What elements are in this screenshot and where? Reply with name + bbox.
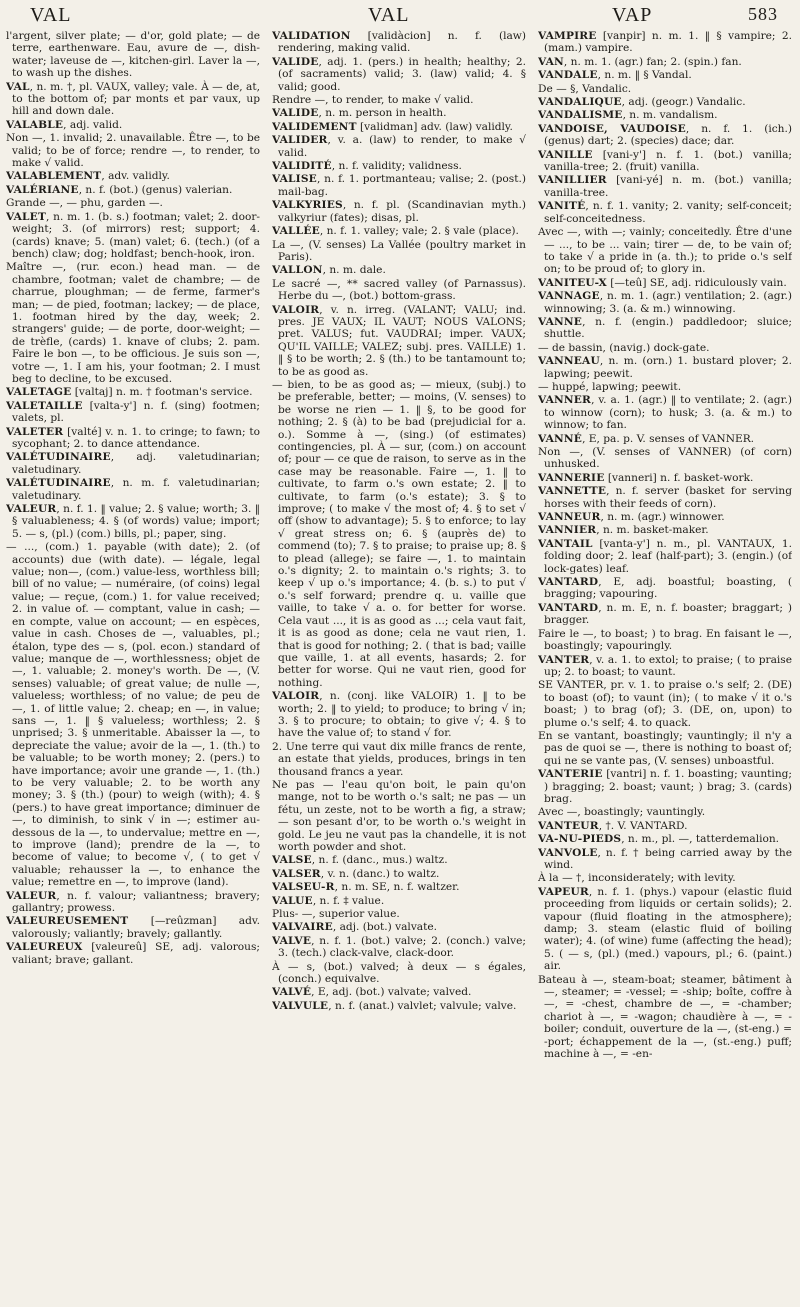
dictionary-entry: En se vantant, boastingly; vauntingly; il n'y a pas de quoi se —, there is nothing to boast of; qui ne se vante pas, (V. senses) unboastful.	[538, 729, 792, 767]
dictionary-entry: VALEUREUSEMENT [—reûzman] adv. valorously; valiantly; bravely; gallantly.	[6, 915, 260, 940]
headword: VALVAIRE	[272, 921, 333, 934]
headword: VANDALE	[538, 69, 598, 82]
dictionary-entry: VALEUR, n. f. valour; valiantness; bravery; gallantry; prowess.	[6, 889, 260, 915]
headword: VANNEAU	[538, 355, 600, 368]
headword: VALKYRIES	[272, 199, 343, 212]
dictionary-entry: VALETAGE [valtaj] n. m. † footman's service.	[6, 386, 253, 399]
headword: VANNER	[538, 394, 592, 407]
headword: VALÉTUDINAIRE	[6, 477, 111, 490]
headword: VALEUREUSEMENT	[6, 915, 129, 928]
dictionary-entry: VALLON, n. m. dale.	[272, 264, 386, 277]
headword: VANITÉ	[538, 200, 586, 213]
dictionary-entry: VANILLIER [vani-yé] n. m. (bot.) vanilla; vanilla-tree.	[538, 174, 792, 199]
dictionary-entry: VANITEU-X [—teû] SE, adj. ridiculously vain.	[538, 276, 787, 289]
dictionary-entry: VALIDE, adj. 1. (pers.) in health; healthy; 2. (of sacraments) valid; 3. (law) valid; 4. § valid; good.	[272, 55, 526, 93]
dictionary-entry: VALSE, n. f. (danc., mus.) waltz.	[272, 854, 448, 867]
headword: VAPEUR	[538, 885, 589, 898]
dictionary-entry: VANVOLE, n. f. † being carried away by the wind.	[538, 846, 792, 871]
page-number: 583	[748, 4, 778, 24]
headword: VANITEU-X	[538, 276, 607, 289]
headword: VALIDER	[272, 134, 328, 147]
dictionary-entry: VALVE, n. f. 1. (bot.) valve; 2. (conch.) valve; 3. (tech.) clack-valve, clack-door.	[272, 934, 526, 960]
dictionary-entry: VALUE, n. f. ‡ value.	[272, 894, 385, 907]
headword: VALÉRIANE	[6, 183, 79, 196]
dictionary-entry: VANTAIL [vanta-y'] n. m., pl. VANTAUX, 1. folding door; 2. leaf (half-part); 3. (engin.) (of lock-gates) leaf.	[538, 537, 792, 575]
dictionary-entry: VANTEUR, †. V. VANTARD.	[538, 819, 688, 832]
dictionary-entry: VANNEAU, n. m. (orn.) 1. bustard plover; 2. lapwing; peewit.	[538, 355, 792, 380]
dictionary-entry: VALÉTUDINAIRE, adj. valetudinarian; valetudinary.	[6, 451, 260, 476]
dictionary-entry: VALEUR, n. f. 1. ‖ value; 2. § value; worth; 3. ‖ § valuableness; 4. § (of words) value; import; 5. — s, (pl.) (com.) bills, pl.; paper, sing.	[6, 503, 260, 540]
dictionary-entry: VALIDITÉ, n. f. validity; validness.	[272, 160, 462, 173]
dictionary-entry: VANDOISE, VAUDOISE, n. f. 1. (ich.) (genus) dart; 2. (species) dace; dar.	[538, 122, 792, 148]
dictionary-entry: De — §, Vandalic.	[538, 82, 632, 95]
headword: VALEUR	[6, 503, 57, 516]
dictionary-entry: À — s, (bot.) valved; à deux — s égales, (conch.) equivalve.	[272, 960, 526, 986]
dictionary-columns	[6, 30, 792, 1303]
dictionary-entry: VALISE, n. f. 1. portmanteau; valise; 2. (post.) mail-bag.	[272, 173, 526, 198]
running-head	[0, 4, 800, 28]
dictionary-entry: — ..., (com.) 1. payable (with date); 2. (of accounts) due (with date). — légale, legal value; non—, (com.) value-less, worthless bill; bill of no value; — numéraire, (of coins) legal value; — reçue, (com.) 1. for value received; 2. in value of. — comptant, value in cash; — en compte, value on account; — en espèces, value in cash. Choses de —, valuables, pl.; étalon, type des — s, (pol. econ.) standard of value; manque de —, worthlessness; objet de —, 1. valuable; 2. money's worth. De —, (V. senses) valuable; of great value; de nulle —, valueless; worthless; of no value; de peu de —, 1. of little value; 2. cheap; en —, in value; sans —, 1. ‖ § valueless; worthless; 2. § unprised; 3. § unmeritable. Abaisser la —, to depreciate the value; avoir de la —, 1. (th.) to be valuable; to be worth money; 2. (pers.) to have importance; avoir une grande —, 1. (th.) to be very valuable; 2. to be worth any money; 3. § (th.) (pour) to weigh (with); 4. § (pers.) to have great importance; diminuer de —, to diminish, to sink √ in —; estimer au-dessous de la —, to undervalue; mettre en —, to improve (land); prendre de la —, to become of value; to become √, ( to get √ valuable; rehausser la —, to enhance the value; remettre en —, to improve (land).	[6, 541, 260, 889]
headword: VALIDEMENT	[272, 120, 357, 133]
dictionary-entry: Non —, (V. senses of VANNER) (of corn) unhusked.	[538, 446, 792, 471]
dictionary-entry: l'argent, silver plate; — d'or, gold plate; — de terre, earthenware. Eau, avure de —, dish-water; laveuse de —, kitchen-girl. Laver la —, to wash up the dishes.	[6, 30, 260, 80]
headword: VALEUR	[6, 889, 57, 902]
dictionary-entry: VALABLE, adj. valid.	[6, 118, 123, 131]
dictionary-entry: VAN, n. m. 1. (agr.) fan; 2. (spin.) fan.	[538, 55, 742, 68]
headword: VALABLEMENT	[6, 170, 102, 183]
dictionary-entry: La —, (V. senses) La Vallée (poultry market in Paris).	[272, 238, 526, 263]
dictionary-entry: VAL, n. m. †, pl. VAUX, valley; vale. À — de, at, to the bottom of; par monts et par vaux, up hill and down dale.	[6, 80, 260, 118]
headword: VALIDE	[272, 55, 319, 68]
headword: VALETAILLE	[6, 399, 83, 412]
dictionary-entry: VAPEUR, n. f. 1. (phys.) vapour (elastic fluid proceeding from liquids or certain solids); 2. vapour (fluid floating in the atmosphere); damp; 3. steam (elastic fluid of boiling water); 4. (of wine) fume (affecting the head); 5. ( — s, (pl.) (med.) vapours, pl.; 6. (paint.) air.	[538, 885, 792, 973]
headword: VALISE	[272, 173, 317, 186]
headword: VANTEUR	[538, 819, 599, 832]
dictionary-entry: Avec —, boastingly; vauntingly.	[538, 806, 706, 819]
headword: VANTARD	[538, 601, 599, 614]
dictionary-entry: VANDALIQUE, adj. (geogr.) Vandalic.	[538, 96, 746, 109]
dictionary-entry: VALLÉE, n. f. 1. valley; vale; 2. § vale (place).	[272, 225, 519, 238]
column-right	[538, 30, 792, 1303]
dictionary-entry: VALIDER, v. a. (law) to render, to make √ valid.	[272, 134, 526, 159]
dictionary-entry: VANNEUR, n. m. (agr.) winnower.	[538, 511, 725, 524]
headword: VALLON	[272, 264, 323, 277]
headword: VALVE	[272, 934, 312, 947]
headword: VALABLE	[6, 118, 64, 131]
dictionary-entry: 2. Une terre qui vaut dix mille francs de rente, an estate that yields, produces, brings in ten thousand francs a year.	[272, 740, 526, 778]
dictionary-entry: VAMPIRE [vanpir] n. m. 1. ‖ § vampire; 2. (mam.) vampire.	[538, 30, 792, 55]
dictionary-entry: Le sacré —, ** sacred valley (of Parnassus). Herbe du —, (bot.) bottom-grass.	[272, 277, 526, 303]
dictionary-entry: VALVÉ, E, adj. (bot.) valvate; valved.	[272, 986, 472, 999]
headword: VAMPIRE	[538, 30, 597, 42]
dictionary-entry: Rendre —, to render, to make √ valid.	[272, 94, 474, 107]
dictionary-entry: Maître —, (rur. econ.) head man. — de chambre, footman; valet de chambre; — de charrue, ploughman; — de ferme, farmer's man; — de pied, footman; lackey; — de place, 1. footman hired by the day, week; 2. strangers' guide; — de porte, door-weight; — de trèfle, (cards) 1. knave of clubs; 2. pam. Faire le bon —, to be officious. Je suis son —, votre —, 1. I am his, your footman; 2. I must beg to decline, to be excused.	[6, 261, 260, 385]
dictionary-entry: VANTARD, E, adj. boastful; boasting, ( bragging; vapouring.	[538, 576, 792, 601]
dictionary-entry: VALOIR, n. (conj. like VALOIR) 1. ‖ to be worth; 2. ‖ to yield; to produce; to bring √ in; 3. § to procure; to obtain; to give √; 4. § to have the value of; to stand √ for.	[272, 690, 526, 740]
dictionary-entry: VALETAILLE [valta-y'] n. f. (sing) footmen; valets, pl.	[6, 399, 260, 425]
headword: VANDALIQUE	[538, 96, 622, 109]
dictionary-entry: Non —, 1. invalid; 2. unavailable. Être —, to be valid; to be of force; rendre —, to render, to make √ valid.	[6, 132, 260, 170]
running-head-right: VAP	[612, 4, 653, 26]
dictionary-entry: Ne pas — l'eau qu'on boit, le pain qu'on mange, not to be worth o.'s salt; ne pas — un fétu, un zeste, not to be worth a fig, a straw; — son pesant d'or, to be worth o.'s weight in gold. Le jeu ne vaut pas la chandelle, it is not worth powder and shot.	[272, 778, 526, 853]
headword: VALET	[6, 210, 47, 223]
dictionary-entry: Grande —, — phu, garden —.	[6, 197, 163, 210]
headword: VA-NU-PIEDS	[538, 833, 622, 846]
dictionary-entry: VANTARD, n. m. E, n. f. boaster; braggart; ) bragger.	[538, 601, 792, 627]
headword: VANNÉ	[538, 432, 583, 445]
headword: VALSER	[272, 867, 321, 880]
headword: VALÉTUDINAIRE	[6, 451, 111, 464]
dictionary-entry: VANNERIE [vanneri] n. f. basket-work.	[538, 471, 754, 484]
dictionary-entry: Plus- —, superior value.	[272, 908, 400, 921]
headword: VAN	[538, 55, 564, 68]
headword: VALOIR	[272, 303, 320, 316]
dictionary-entry: VANNER, v. a. 1. (agr.) ‖ to ventilate; 2. (agr.) to winnow (corn); to husk; 3. (a. & m.) to winnow; to fan.	[538, 394, 792, 432]
dictionary-entry: VANILLE [vani-y'] n. f. 1. (bot.) vanilla; vanilla-tree; 2. (fruit) vanilla.	[538, 148, 792, 174]
headword: VALLÉE	[272, 225, 320, 238]
headword: VANTER	[538, 653, 590, 666]
column-left	[6, 30, 260, 1303]
dictionary-entry: À la — †, inconsiderately; with levity.	[538, 872, 736, 885]
dictionary-entry: VALSEU-R, n. m. SE, n. f. waltzer.	[272, 881, 460, 894]
dictionary-entry: VALET, n. m. 1. (b. s.) footman; valet; 2. door-weight; 3. (of mirrors) rest; support; 4. (cards) knave; 5. (man) valet; 6. (tech.) (of a bench) claw; dog; holdfast; bench-hook, iron.	[6, 210, 260, 260]
dictionary-entry: VANITÉ, n. f. 1. vanity; 2. vanity; self-conceit; self-conceitedness.	[538, 200, 792, 225]
dictionary-entry: VALVAIRE, adj. (bot.) valvate.	[272, 921, 438, 934]
headword: VANDOISE, VAUDOISE	[538, 122, 686, 135]
dictionary-entry: VALÉRIANE, n. f. (bot.) (genus) valerian.	[6, 183, 233, 196]
headword: VANTAIL	[538, 537, 593, 550]
headword: VANVOLE	[538, 846, 598, 859]
headword: VANNE	[538, 315, 583, 328]
headword: VANNIER	[538, 524, 597, 537]
dictionary-entry: VANTERIE [vantri] n. f. 1. boasting; vaunting; ) bragging; 2. boast; vaunt; ) brag; 3. (cards) brag.	[538, 768, 792, 805]
headword: VANILLE	[538, 148, 593, 161]
headword: VALOIR	[272, 690, 320, 703]
dictionary-entry: — bien, to be as good as; — mieux, (subj.) to be preferable, better; — moins, (V. senses) to be worse ne rien — 1. ‖ §, to be good for nothing; 2. § (à) to be bad (prejudicial for a. o.). Somme à —, (sing.) (of estimates) contingencies, pl. À — sur, (com.) on account of; pour — ce que de raison, to serve as in the case may be reasonable. Faire —, 1. ‖ to cultivate, to farm o.'s own estate; 2. ‖ to cultivate, to farm (o.'s estate); 3. § to improve; ( to make √ the most of; 4. § to set √ off (show to advantage); 5. § to enforce; to lay √ great stress on; 6. § (auprès de) to commend (to); 7. § to praise; to praise up; 8. § to plead (allege); se faire —, 1. to maintain o.'s dignity; 2. to maintain o.'s rights; 3. to keep √ up o.'s importance; 4. (b. s.) to put √ o.'s self forward; prendre q. u. vaille que vaille, to take √ a. o. for better for worse. Cela vaut ..., it is as good as ...; cela vaut fait, it is as good as done; cela ne vaut rien, 1. that is good for nothing; 2. ( that is bad; vaille que vaille, 1. at all events, hasards; 2. for better for worse. Qui ne vaut rien, good for nothing.	[272, 378, 526, 689]
headword: VALIDATION	[272, 30, 351, 42]
headword: VALIDE	[272, 107, 319, 120]
dictionary-entry: VANDALISME, n. m. vandalism.	[538, 109, 718, 122]
headword: VALVULE	[272, 999, 329, 1012]
headword: VANNAGE	[538, 290, 600, 303]
headword: VANNEUR	[538, 511, 601, 524]
dictionary-entry: VANTER, v. a. 1. to extol; to praise; ( to praise up; 2. to boast; to vaunt.	[538, 653, 792, 678]
column-middle	[272, 30, 526, 1303]
headword: VALETAGE	[6, 386, 72, 399]
dictionary-entry: — huppé, lapwing; peewit.	[538, 380, 682, 393]
dictionary-entry: VANNETTE, n. f. server (basket for serving horses with their feeds of corn).	[538, 485, 792, 510]
headword: VANILLIER	[538, 174, 607, 187]
headword: VANNERIE	[538, 471, 605, 484]
dictionary-entry: VALKYRIES, n. f. pl. (Scandinavian myth.) valkyriur (fates); disas, pl.	[272, 199, 526, 224]
dictionary-entry: VALETER [valté] v. n. 1. to cringe; to fawn; to sycophant; 2. to dance attendance.	[6, 425, 260, 450]
dictionary-entry: VANNIER, n. m. basket-maker.	[538, 524, 709, 537]
dictionary-entry: Bateau à —, steam-boat; steamer, bâtiment à —, steamer; = -vessel; = -ship; boîte, coffre à —, = -chest, chambre de —, = -chamber; chariot à —, = -wagon; chaudière à —, = -boiler; conduit, ouverture de la —, (st-eng.) = -port; échappement de la —, (st.-eng.) puff; machine à —, = -en-	[538, 973, 792, 1061]
headword: VANNETTE	[538, 485, 607, 498]
dictionary-entry: VALIDEMENT [validman] adv. (law) validly.	[272, 120, 513, 133]
dictionary-entry: VANNAGE, n. m. 1. (agr.) ventilation; 2. (agr.) winnowing; 3. (a. & m.) winnowing.	[538, 290, 792, 315]
headword: VALSEU-R	[272, 881, 335, 894]
dictionary-entry: VALVULE, n. f. (anat.) valvlet; valvule; valve.	[272, 999, 517, 1012]
headword: VANTARD	[538, 576, 599, 589]
dictionary-entry: VALABLEMENT, adv. validly.	[6, 170, 170, 183]
headword: VALETER	[6, 425, 64, 438]
dictionary-entry: VANNÉ, E, pa. p. V. senses of VANNER.	[538, 432, 755, 445]
dictionary-entry: SE VANTER, pr. v. 1. to praise o.'s self; 2. (DE) to boast (of); to vaunt (in); ( to make √ it o.'s boast; ) to brag (of); 3. (DE, on, upon) to plume o.'s self; 4. to quack.	[538, 679, 792, 729]
running-head-left: VAL	[30, 4, 72, 26]
running-head-center: VAL	[368, 4, 410, 26]
headword: VALSE	[272, 854, 312, 867]
headword: VALUE	[272, 894, 313, 907]
dictionary-entry: Faire le —, to boast; ) to brag. En faisant le —, boastingly; vapouringly.	[538, 627, 792, 653]
headword: VAL	[6, 80, 30, 93]
headword: VALEUREUX	[6, 941, 83, 954]
dictionary-entry: — de bassin, (navig.) dock-gate.	[538, 341, 710, 354]
dictionary-entry: VALSER, v. n. (danc.) to waltz.	[272, 867, 440, 880]
dictionary-entry: Avec —, with —; vainly; conceitedly. Être d'une — ..., to be ... vain; tirer — de, to be vain of; to take √ a pride in (a. th.); to pride o.'s self on; to be proud of; to glory in.	[538, 226, 792, 276]
dictionary-entry: VANNE, n. f. (engin.) paddledoor; sluice; shuttle.	[538, 315, 792, 341]
headword: VALVÉ	[272, 986, 312, 999]
dictionary-entry: VALIDATION [validàcion] n. f. (law) rendering, making valid.	[272, 30, 526, 55]
dictionary-entry: VALIDE, n. m. person in health.	[272, 107, 447, 120]
dictionary-entry: VA-NU-PIEDS, n. m., pl. —, tatterdemalion.	[538, 833, 780, 846]
headword: VANDALISME	[538, 109, 623, 122]
dictionary-entry: VALEUREUX [valeureû] SE, adj. valorous; valiant; brave; gallant.	[6, 941, 260, 966]
dictionary-entry: VALOIR, v. n. irreg. (VALANT; VALU; ind. pres. JE VAUX; IL VAUT; NOUS VALONS; pret. VALUS; fut. VAUDRAI; imper. VAUX; QU'IL VAILLE; VALEZ; subj. pres. VAILLE) 1. ‖ § to be worth; 2. § (th.) to be tantamount to; to be as good as.	[272, 303, 526, 378]
headword: VANTERIE	[538, 768, 603, 781]
dictionary-entry: VANDALE, n. m. ‖ § Vandal.	[538, 69, 692, 82]
headword: VALIDITÉ	[272, 160, 332, 173]
dictionary-entry: VALÉTUDINAIRE, n. m. f. valetudinarian; valetudinary.	[6, 477, 260, 502]
